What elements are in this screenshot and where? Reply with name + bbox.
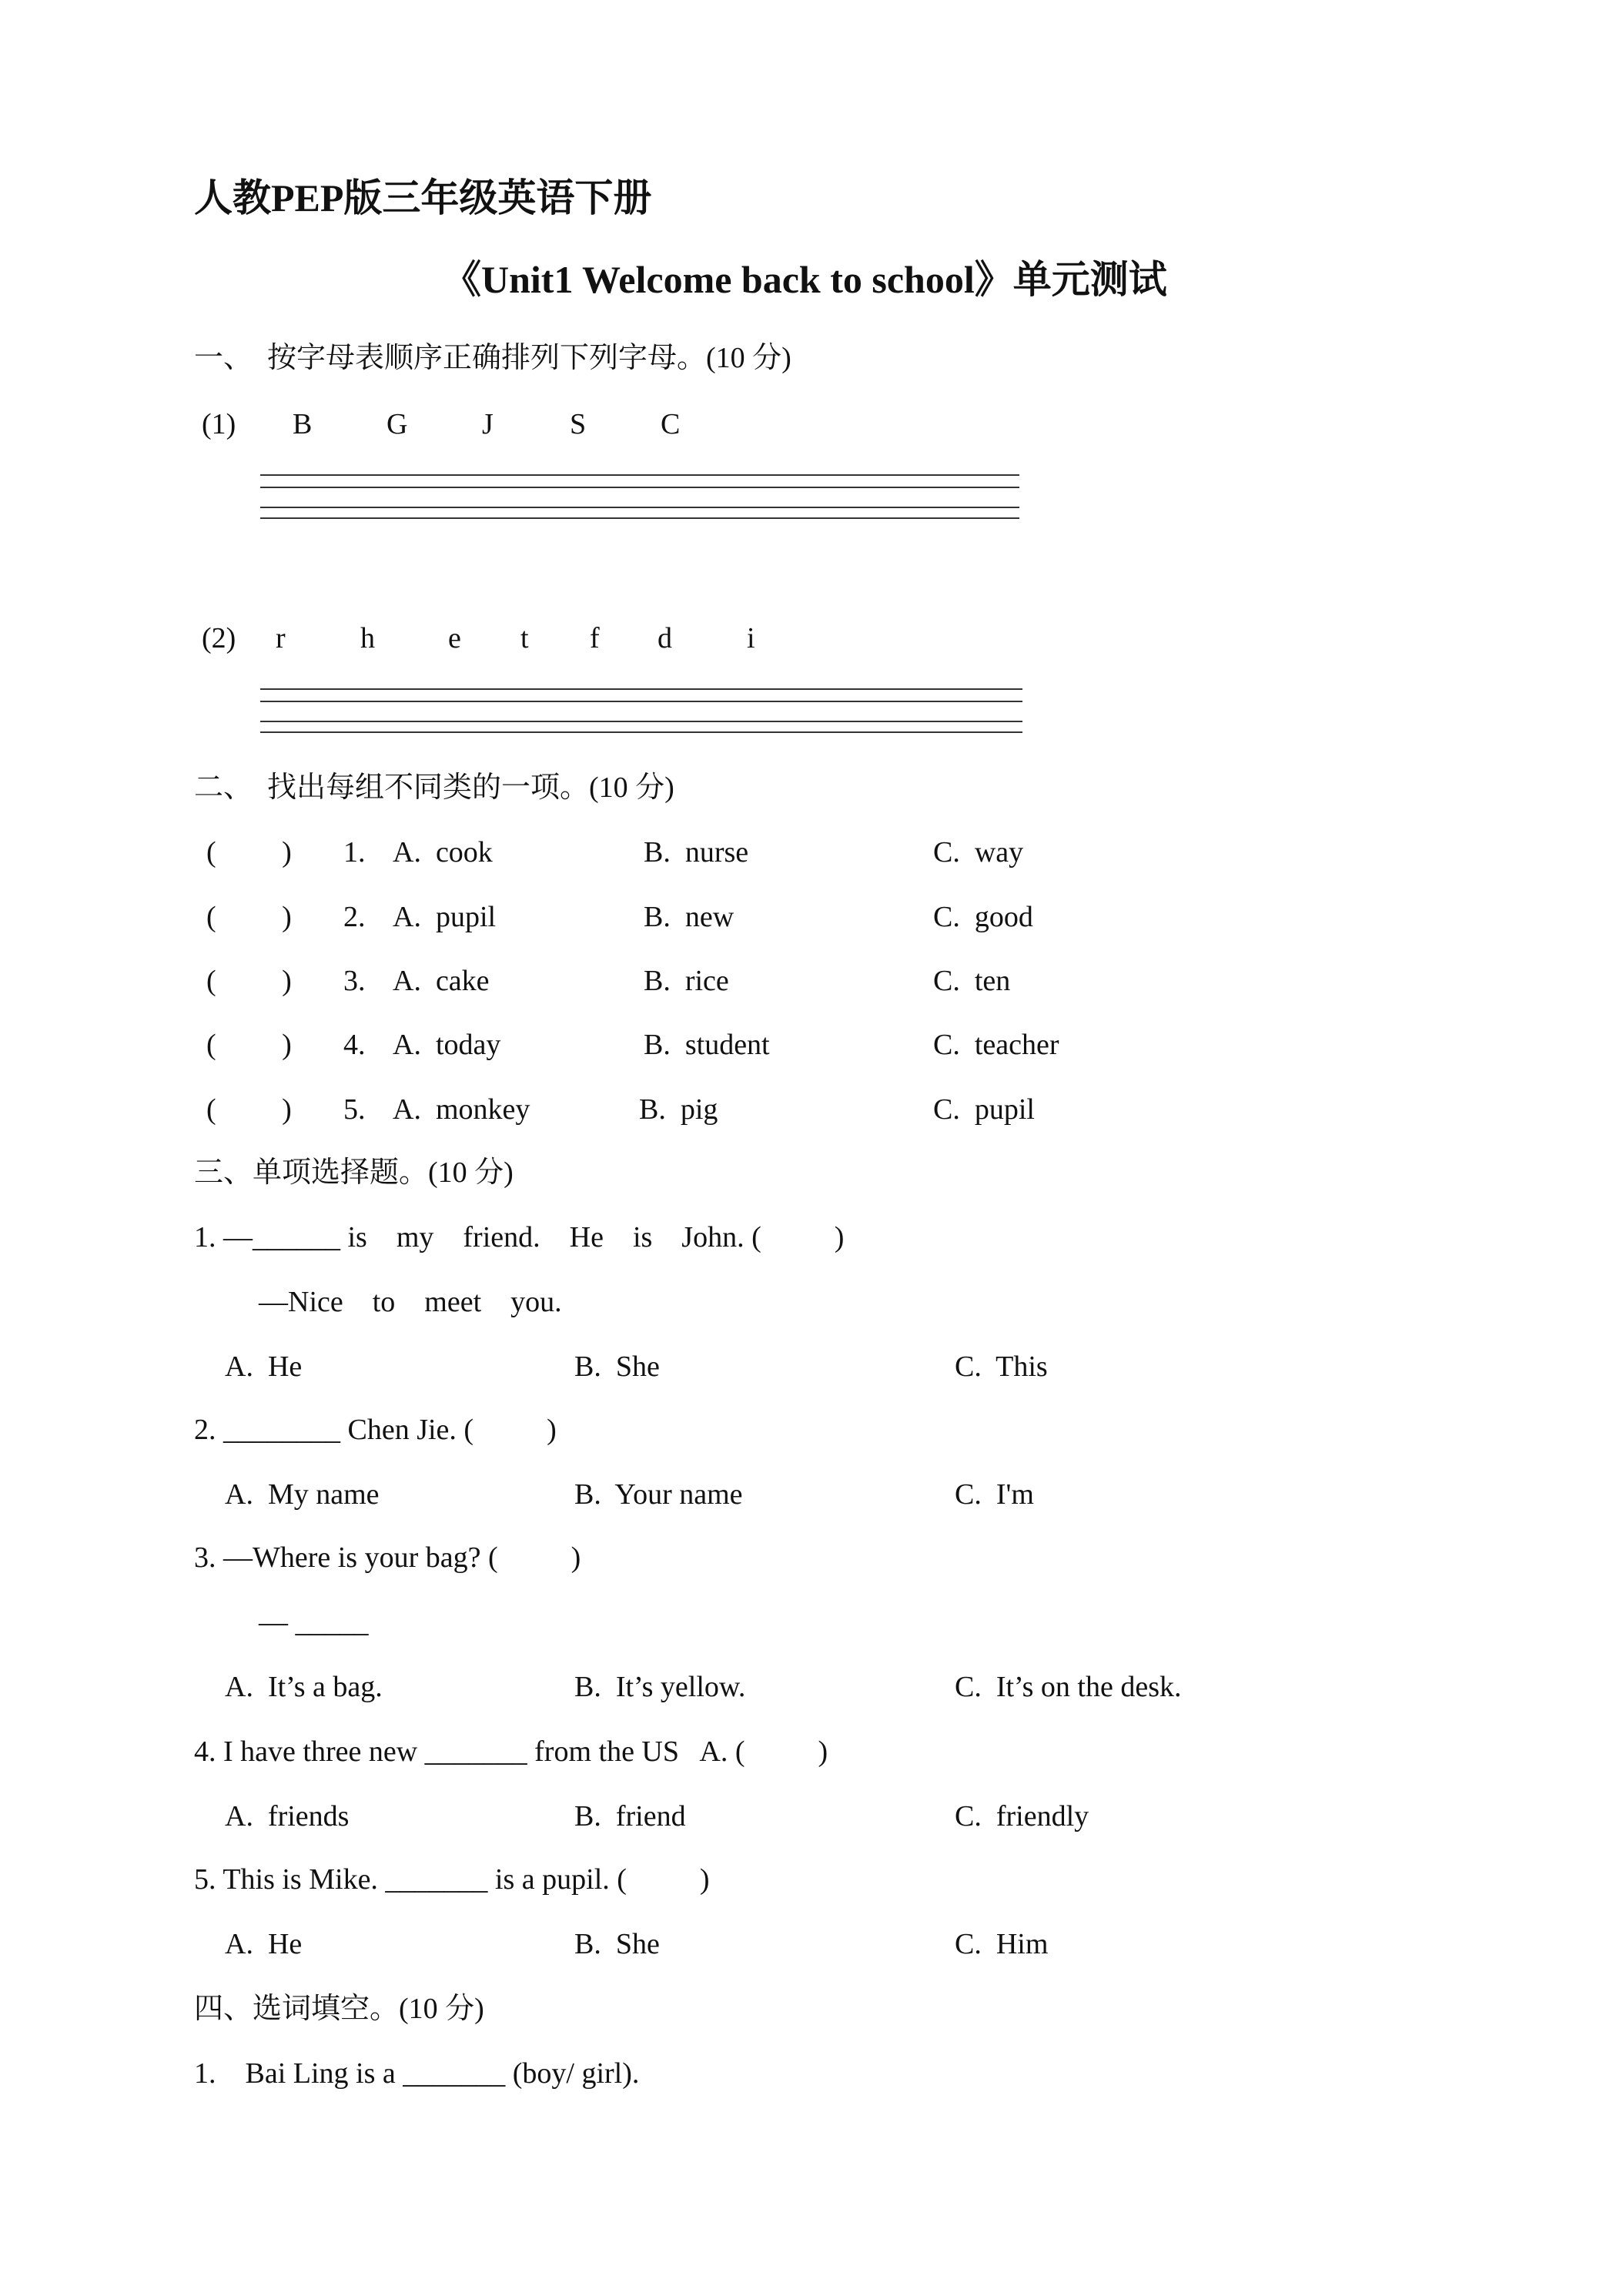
- answer-blank[interactable]: ( ): [206, 1093, 292, 1126]
- letter: J: [482, 408, 494, 440]
- writing-line: [260, 487, 1019, 488]
- writing-line: [260, 474, 1019, 476]
- option-b: B. new: [644, 901, 735, 933]
- letter: e: [448, 622, 461, 654]
- letter: t: [520, 622, 529, 654]
- page-title: 人教PEP版三年级英语下册: [194, 176, 652, 219]
- option-c: C. way: [933, 836, 1024, 869]
- option-b: B. nurse: [644, 836, 749, 869]
- option-b: B. It’s yellow.: [574, 1671, 746, 1703]
- page-subtitle: 《Unit1 Welcome back to school》单元测试: [443, 258, 1167, 301]
- letter: i: [747, 622, 755, 654]
- option-b: B. She: [574, 1928, 660, 1960]
- letter: h: [360, 622, 375, 654]
- question-number: 5.: [343, 1093, 366, 1126]
- writing-line: [260, 721, 1022, 722]
- option-c: C. pupil: [933, 1093, 1035, 1126]
- option-a: A. today: [393, 1029, 501, 1061]
- section1-heading: 一、 按字母表顺序正确排列下列字母。(10 分): [194, 342, 791, 374]
- answer-blank[interactable]: ( ): [206, 965, 292, 997]
- writing-line: [260, 517, 1019, 519]
- question-stem: 3. —Where is your bag? ( ): [194, 1541, 581, 1574]
- letter: B: [293, 408, 313, 440]
- section3-heading: 三、单项选择题。(10 分): [194, 1156, 514, 1189]
- question-stem: 2. ________ Chen Jie. ( ): [194, 1414, 557, 1446]
- question-number: 4.: [343, 1029, 366, 1061]
- answer-blank[interactable]: ( ): [206, 836, 292, 869]
- option-a: A. My name: [225, 1478, 380, 1511]
- letter: f: [590, 622, 600, 654]
- option-a: A. monkey: [393, 1093, 530, 1126]
- option-c: C. I'm: [955, 1478, 1034, 1511]
- letter: G: [387, 408, 408, 440]
- writing-line: [260, 688, 1022, 690]
- option-b: B. student: [644, 1029, 770, 1061]
- option-c: C. It’s on the desk.: [955, 1671, 1182, 1703]
- writing-line: [260, 731, 1022, 733]
- question-response: — _____: [259, 1606, 369, 1638]
- option-c: C. good: [933, 901, 1033, 933]
- option-a: A. He: [225, 1350, 303, 1383]
- question-stem: 1. Bai Ling is a _______ (boy/ girl).: [194, 2057, 640, 2090]
- option-c: C. This: [955, 1350, 1048, 1383]
- answer-blank[interactable]: ( ): [206, 1029, 292, 1061]
- writing-line: [260, 701, 1022, 702]
- answer-blank[interactable]: ( ): [206, 901, 292, 933]
- writing-line: [260, 507, 1019, 508]
- option-a: A. friends: [225, 1800, 350, 1832]
- option-c: C. ten: [933, 965, 1011, 997]
- section1-q2-number: (2): [202, 622, 236, 654]
- letter: C: [661, 408, 681, 440]
- letter: r: [276, 622, 286, 654]
- option-a: A. cook: [393, 836, 493, 869]
- section1-q1-number: (1): [202, 408, 236, 440]
- question-stem: 1. —______ is my friend. He is John. ( ): [194, 1221, 845, 1253]
- option-a: A. It’s a bag.: [225, 1671, 383, 1703]
- option-a: A. pupil: [393, 901, 497, 933]
- question-stem: 5. This is Mike. _______ is a pupil. ( ): [194, 1863, 710, 1896]
- option-b: B. Your name: [574, 1478, 743, 1511]
- question-number: 1.: [343, 836, 366, 869]
- question-number: 3.: [343, 965, 366, 997]
- option-b: B. pig: [639, 1093, 718, 1126]
- option-b: B. rice: [644, 965, 729, 997]
- question-stem: 4. I have three new _______ from the US A. ( ): [194, 1735, 828, 1768]
- question-response: —Nice to meet you.: [259, 1286, 562, 1318]
- option-a: A. cake: [393, 965, 490, 997]
- letter: S: [570, 408, 587, 440]
- option-c: C. teacher: [933, 1029, 1059, 1061]
- letter: d: [658, 622, 672, 654]
- section2-heading: 二、 找出每组不同类的一项。(10 分): [194, 771, 674, 804]
- question-number: 2.: [343, 901, 366, 933]
- option-c: C. Him: [955, 1928, 1049, 1960]
- option-c: C. friendly: [955, 1800, 1089, 1832]
- option-a: A. He: [225, 1928, 303, 1960]
- option-b: B. friend: [574, 1800, 686, 1832]
- option-b: B. She: [574, 1350, 660, 1383]
- section4-heading: 四、选词填空。(10 分): [194, 1993, 484, 2025]
